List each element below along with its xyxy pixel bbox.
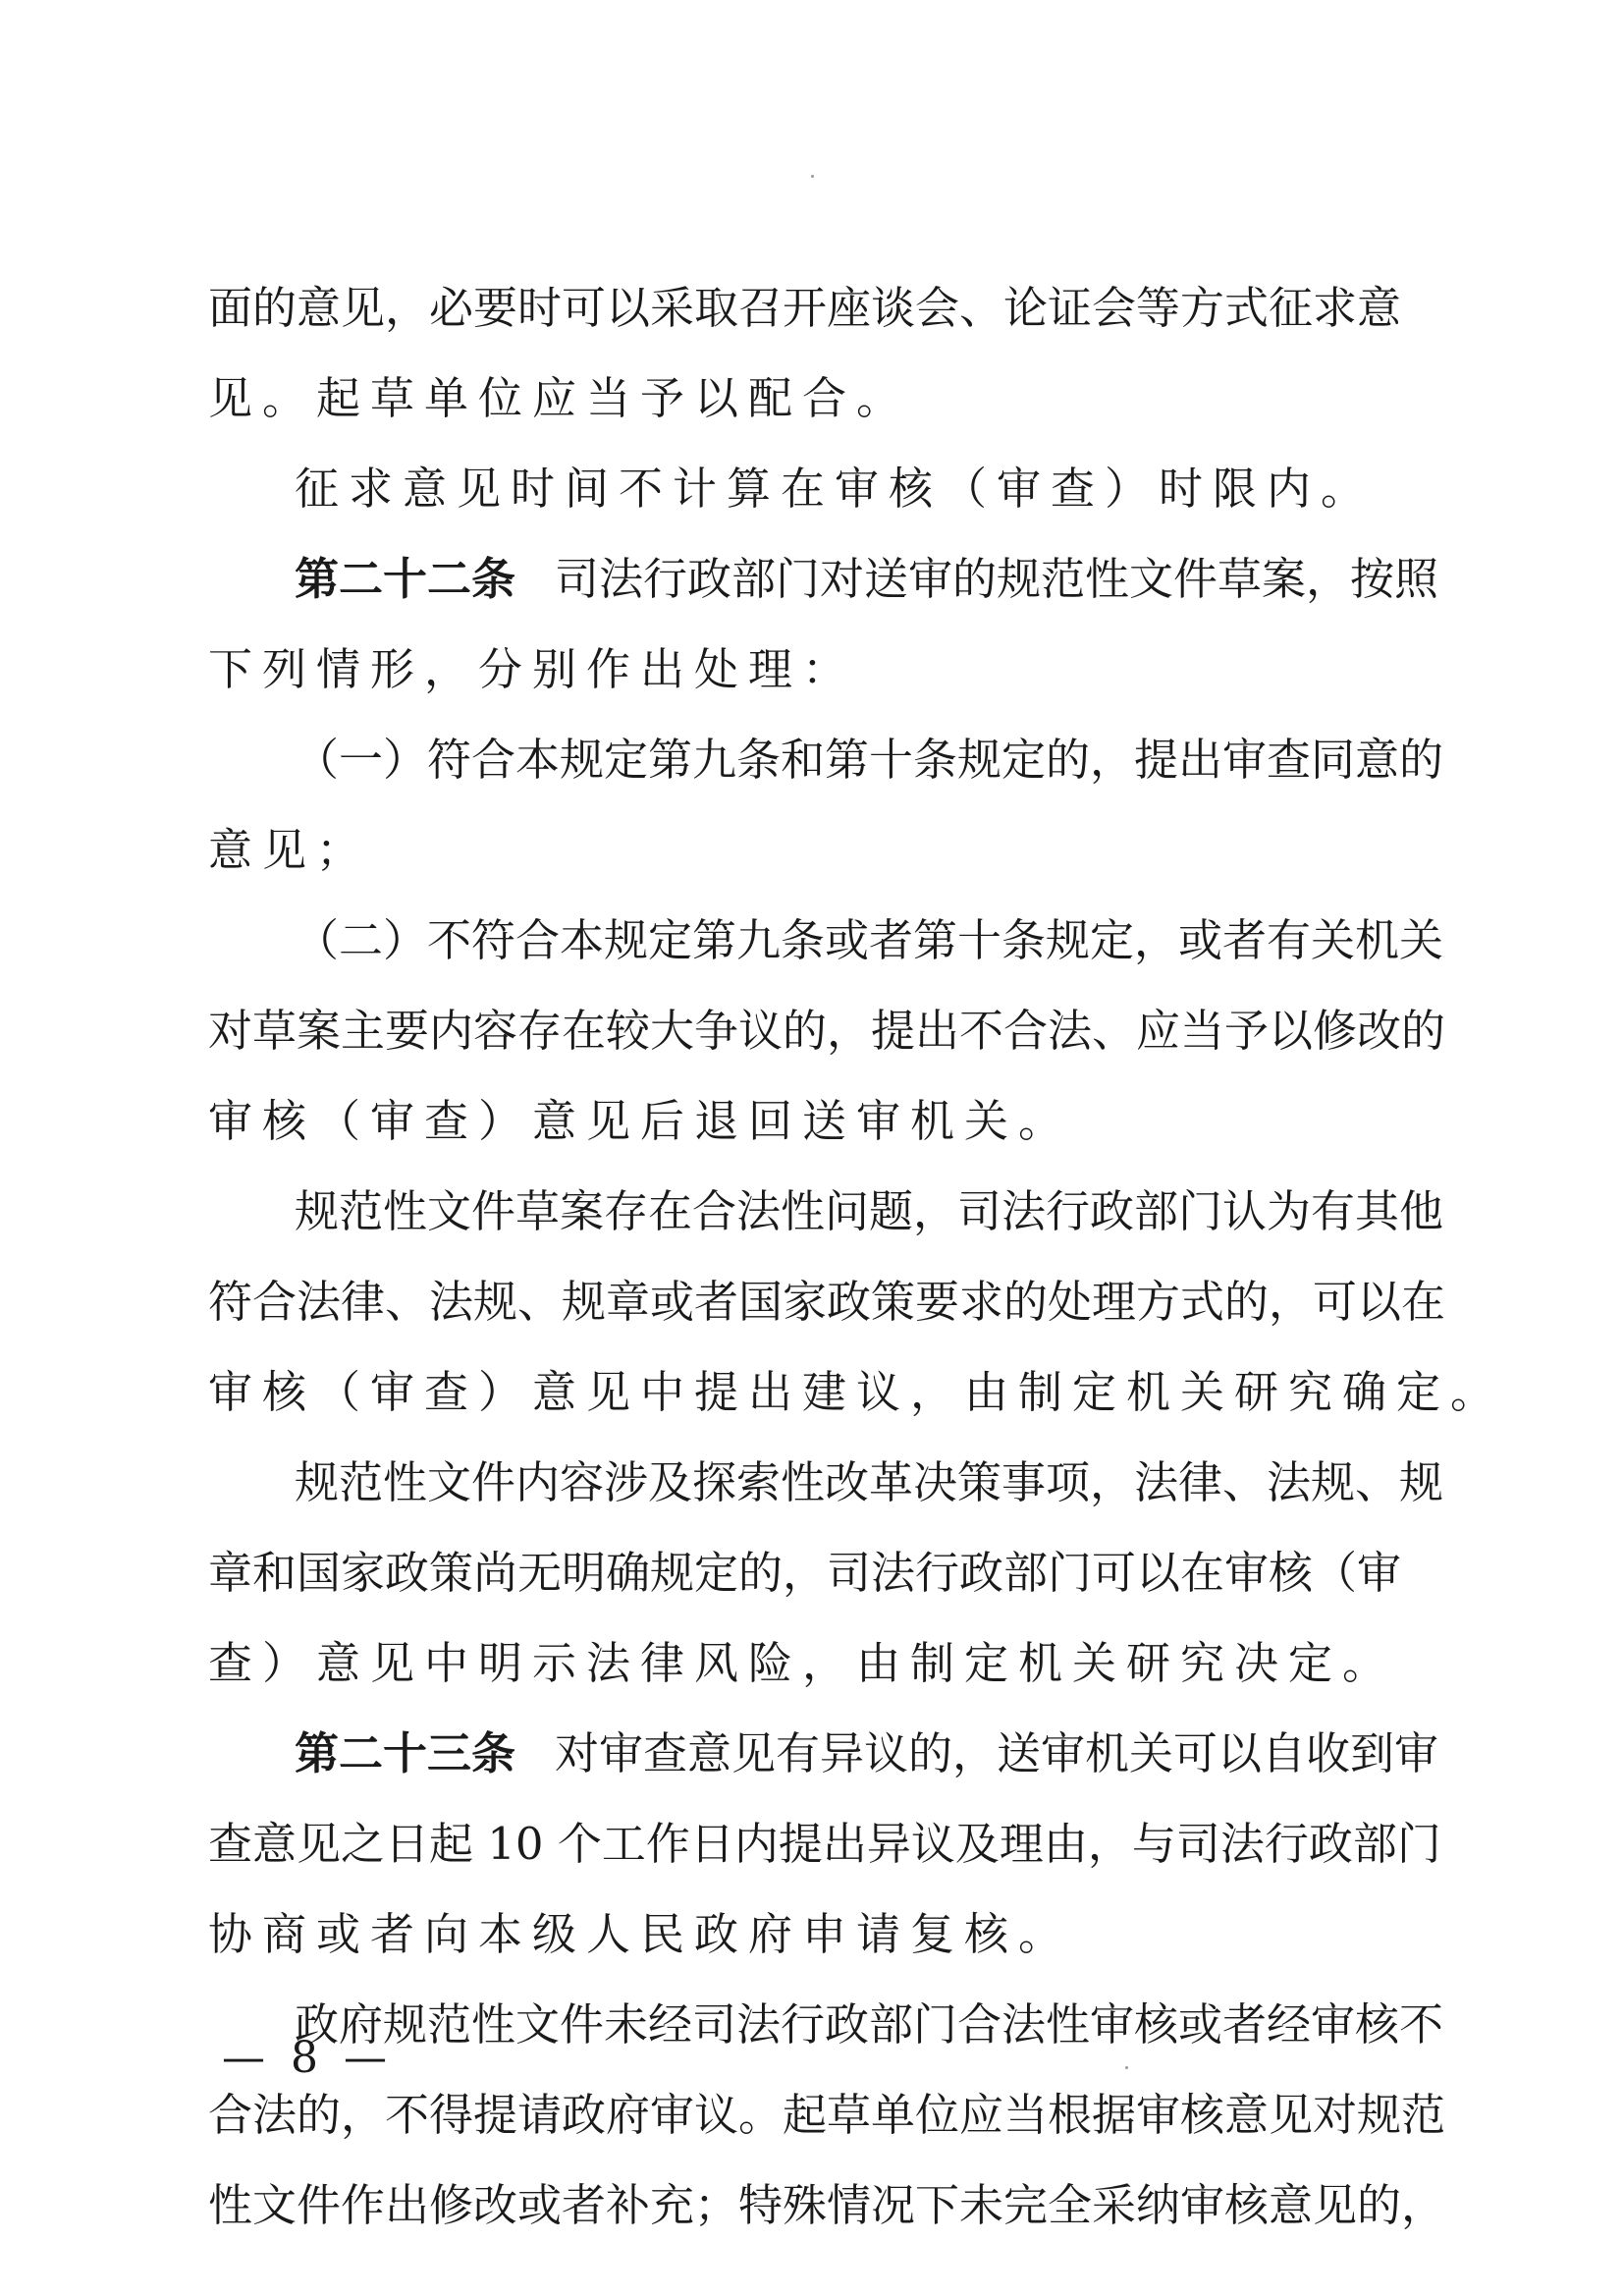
page-number: — 8 — [222, 2033, 393, 2083]
text-line: 合法的，不得提请政府审议。起草单位应当根据审核意见对规范 [208, 2089, 1446, 2141]
text-line: （一）符合本规定第九条和第十条规定的，提出审查同意的 [295, 734, 1444, 786]
article-heading: 第二十二条 [295, 553, 516, 605]
text-line: 面的意见，必要时可以采取召开座谈会、论证会等方式征求意 [208, 282, 1402, 334]
text-line: （二）不符合本规定第九条或者第十条规定，或者有关机关 [295, 914, 1444, 966]
text-line: 规范性文件草案存在合法性问题，司法行政部门认为有其他 [295, 1185, 1444, 1237]
text-line: 对草案主要内容存在较大争议的，提出不合法、应当予以修改的 [208, 1005, 1446, 1057]
body-text [208, 263, 1505, 2251]
text-line: 符合法律、法规、规章或者国家政策要求的处理方式的，可以在 [208, 1276, 1446, 1328]
text-line: 征求意见时间不计算在审核（审查）时限内。 [295, 463, 1376, 515]
text-line: 意见； [208, 824, 371, 876]
scan-speck [1125, 2066, 1128, 2069]
scan-speck [811, 175, 814, 178]
text-line: 性文件作出修改或者补充；特殊情况下未完全采纳审核意见的， [208, 2179, 1446, 2231]
text-line: 规范性文件内容涉及探索性改革决策事项，法律、法规、规 [295, 1456, 1444, 1508]
article-heading: 第二十三条 [295, 1727, 516, 1779]
text-line: 章和国家政策尚无明确规定的，司法行政部门可以在审核（审 [208, 1547, 1402, 1599]
text-line: 见。起草单位应当予以配合。 [208, 372, 911, 424]
article-23-line [208, 1709, 1439, 1799]
text-line: 查意见之日起 10 个工作日内提出异议及理由，与司法行政部门 [208, 1818, 1441, 1870]
text-line: 政府规范性文件未经司法行政部门合法性审核或者经审核不 [295, 1998, 1444, 2050]
text-line: 审核（审查）意见后退回送审机关。 [208, 1095, 1073, 1147]
article-text: 对审查意见有异议的，送审机关可以自收到审 [555, 1727, 1439, 1779]
text-line: 协商或者向本级人民政府申请复核。 [208, 1908, 1073, 1960]
article-22-line [208, 534, 1439, 625]
text-line: 审核（审查）意见中提出建议，由制定机关研究确定。 [208, 1366, 1505, 1418]
text-line: 查）意见中明示法律风险，由制定机关研究决定。 [208, 1637, 1397, 1689]
text-line: 下列情形，分别作出处理： [208, 643, 857, 695]
article-text: 司法行政部门对送审的规范性文件草案，按照 [555, 553, 1439, 605]
